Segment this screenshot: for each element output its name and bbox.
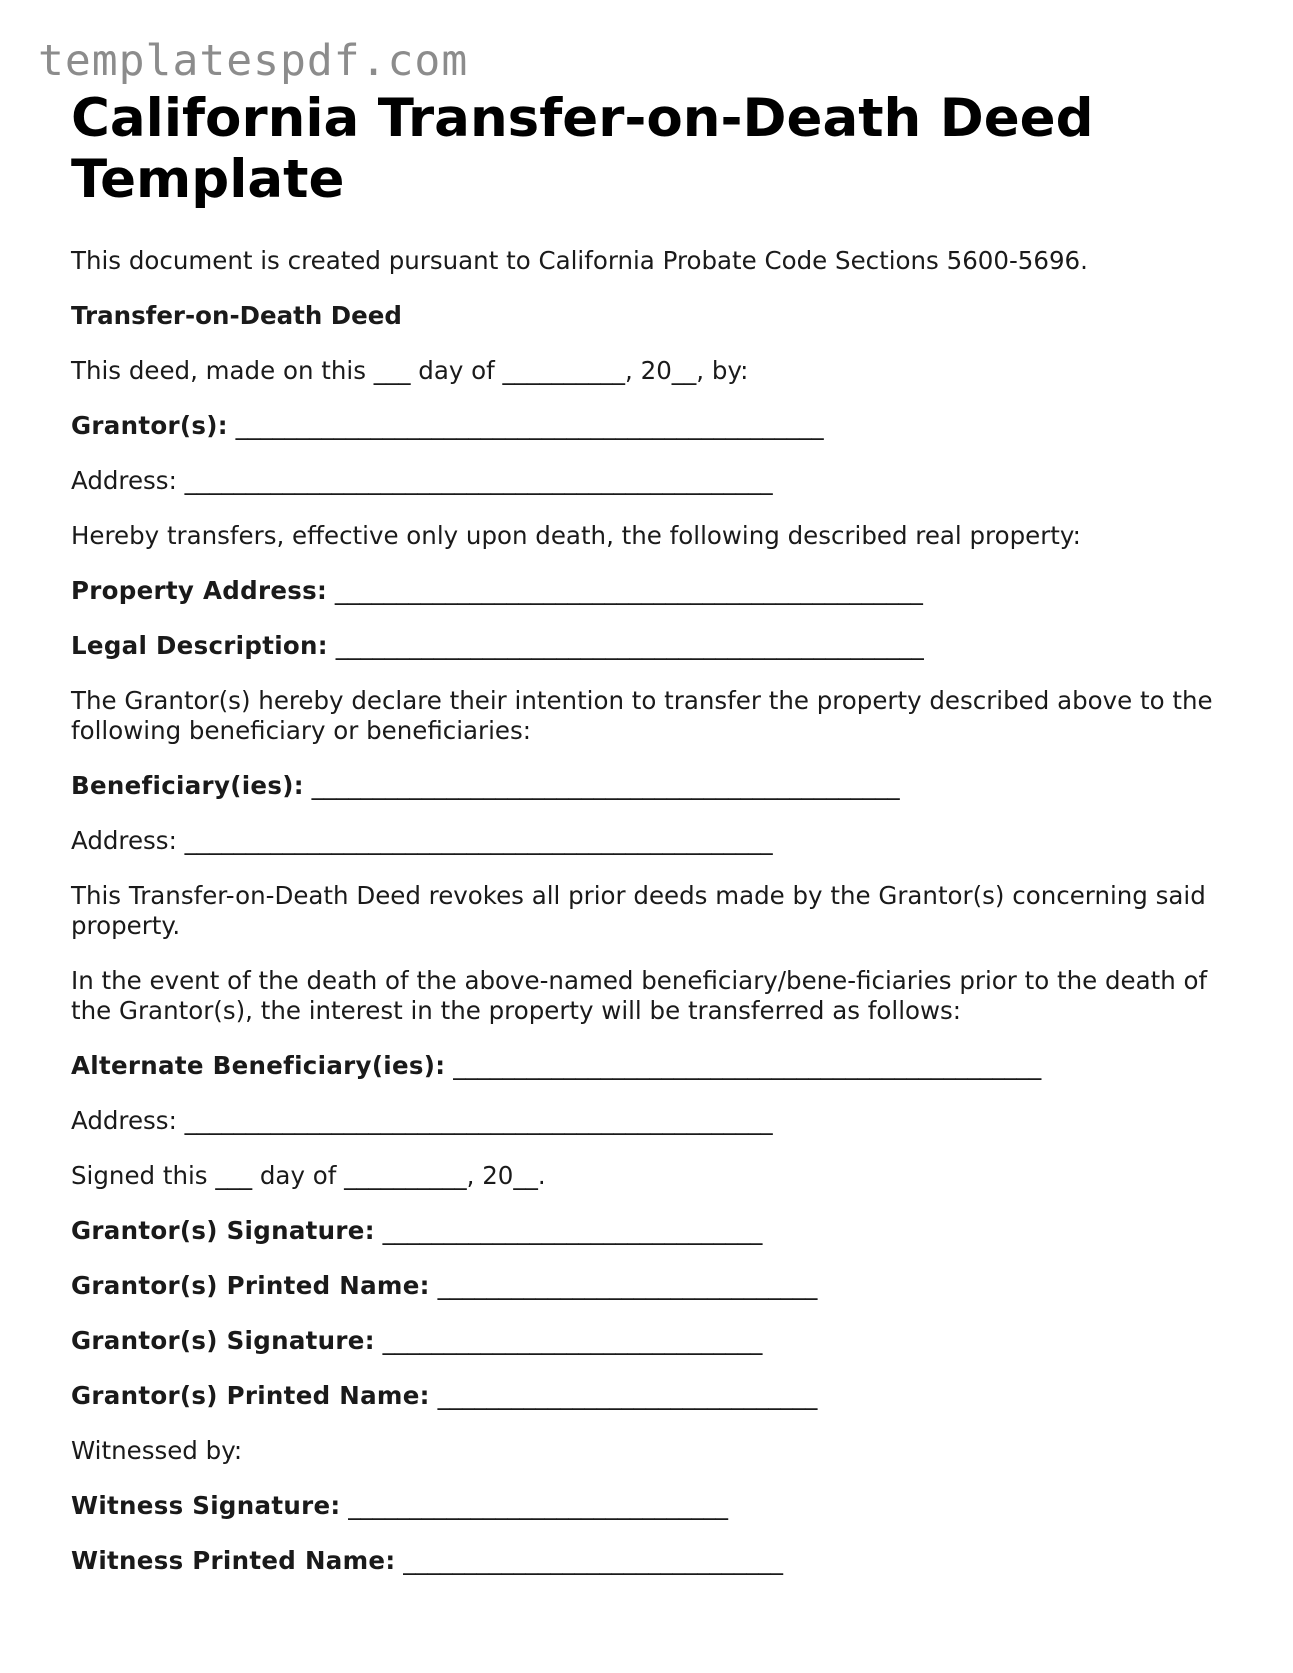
grantor-address-field <box>71 466 1221 496</box>
intention-statement: The Grantor(s) hereby declare their intention to transfer the property described above to the following beneficiary or beneficiaries: <box>71 686 1213 745</box>
alternate-beneficiary-blank[interactable]: ________________________________________________ <box>453 1051 1042 1080</box>
beneficiary-address-label: Address: <box>71 826 177 855</box>
grantor-address-label: Address: <box>71 466 177 495</box>
revocation-statement: This Transfer-on-Death Deed revokes all prior deeds made by the Grantor(s) concerning said property. <box>71 881 1206 940</box>
witness-printed-name-blank[interactable]: _______________________________ <box>403 1546 783 1575</box>
transfer-statement: Hereby transfers, effective only upon death, the following described real property: <box>71 521 1081 550</box>
witness-printed-name-label: Witness Printed Name: <box>71 1546 396 1575</box>
beneficiary-label: Beneficiary(ies): <box>71 771 304 800</box>
grantor-signature-label: Grantor(s) Signature: <box>71 1216 375 1245</box>
grantor-blank[interactable]: ________________________________________________ <box>235 411 824 440</box>
witness-signature-label: Witness Signature: <box>71 1491 341 1520</box>
legal-description-label: Legal Description: <box>71 631 328 660</box>
intro-text: This document is created pursuant to California Probate Code Sections 5600-5696. <box>71 246 1088 275</box>
grantor-printed-name-field-2 <box>71 1381 1221 1411</box>
grantor-printed-name-label: Grantor(s) Printed Name: <box>71 1271 430 1300</box>
document-title: California Transfer-on-Death Deed Template <box>71 88 1094 210</box>
deed-date-line: This deed, made on this ___ day of __________, 20__, by: <box>71 356 749 385</box>
grantor-printed-name-blank[interactable]: _______________________________ <box>437 1271 818 1300</box>
alternate-address-label: Address: <box>71 1106 177 1135</box>
signed-line: Signed this ___ day of __________, 20__. <box>71 1161 546 1190</box>
property-address-blank[interactable]: ________________________________________________ <box>334 576 923 605</box>
witness-signature-field <box>71 1491 1221 1521</box>
section-heading: Transfer-on-Death Deed <box>71 301 402 330</box>
witness-signature-blank[interactable]: _______________________________ <box>348 1491 729 1520</box>
alternate-address-blank[interactable]: ________________________________________________ <box>184 1106 773 1135</box>
document-page <box>71 88 1221 1601</box>
grantor-signature-field-2 <box>71 1326 1221 1356</box>
beneficiary-address-field <box>71 826 1221 856</box>
grantor-printed-name-blank[interactable]: _______________________________ <box>437 1381 818 1410</box>
property-address-field <box>71 576 1221 606</box>
alternate-beneficiary-field <box>71 1051 1221 1081</box>
grantor-address-blank[interactable]: ________________________________________________ <box>184 466 773 495</box>
grantor-signature-blank[interactable]: _______________________________ <box>382 1326 763 1355</box>
grantor-signature-field-1 <box>71 1216 1221 1246</box>
grantor-field <box>71 411 1221 441</box>
alternate-beneficiary-label: Alternate Beneficiary(ies): <box>71 1051 446 1080</box>
beneficiary-address-blank[interactable]: ________________________________________________ <box>184 826 773 855</box>
beneficiary-blank[interactable]: ________________________________________________ <box>311 771 900 800</box>
grantor-signature-label: Grantor(s) Signature: <box>71 1326 375 1355</box>
lapse-statement: In the event of the death of the above-named beneficiary/bene-ficiaries prior to the death of the Grantor(s), the interest in the property will be transferred as follows: <box>71 966 1208 1025</box>
grantor-printed-name-field-1 <box>71 1271 1221 1301</box>
witnessed-by: Witnessed by: <box>71 1436 243 1465</box>
grantor-label: Grantor(s): <box>71 411 228 440</box>
grantor-signature-blank[interactable]: _______________________________ <box>382 1216 763 1245</box>
grantor-printed-name-label: Grantor(s) Printed Name: <box>71 1381 430 1410</box>
witness-printed-name-field <box>71 1546 1221 1576</box>
beneficiary-field <box>71 771 1221 801</box>
alternate-address-field <box>71 1106 1221 1136</box>
property-address-label: Property Address: <box>71 576 328 605</box>
legal-description-field <box>71 631 1221 661</box>
legal-description-blank[interactable]: ________________________________________________ <box>335 631 924 660</box>
watermark: templatespdf.com <box>38 36 469 86</box>
